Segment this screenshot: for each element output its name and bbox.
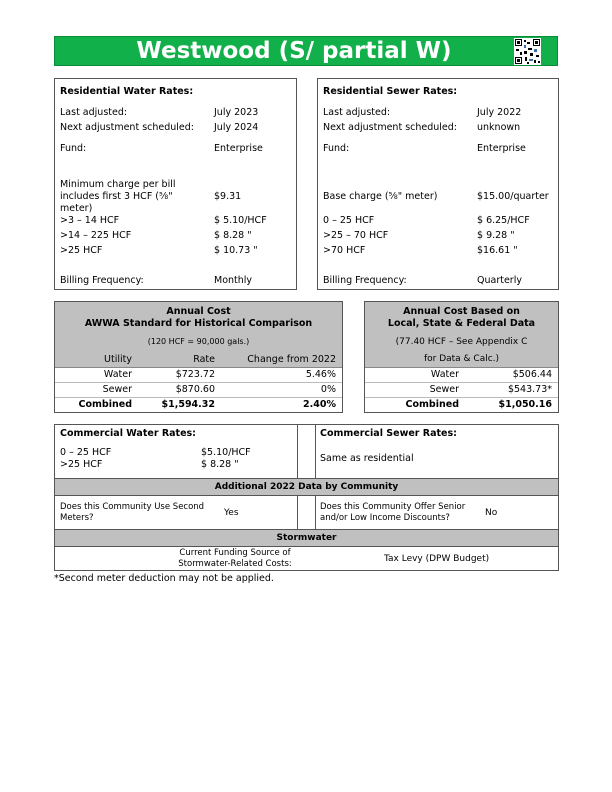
row-change: 0% [320, 384, 336, 395]
commercial-sewer-text: Same as residential [320, 453, 414, 464]
answer-value: Yes [224, 508, 239, 518]
row-utility: Water [103, 369, 132, 380]
row-rate: $506.44 [512, 369, 552, 380]
min-charge-value: $9.31 [214, 191, 242, 202]
footnote: *Second meter deduction may not be applied. [54, 573, 274, 584]
commercial-sewer-heading: Commercial Sewer Rates: [320, 428, 457, 439]
divider [315, 424, 316, 478]
answer-value: No [485, 508, 498, 518]
annual-local-title: Local, State & Federal Data [387, 318, 536, 329]
divider [297, 424, 298, 478]
tier-label: >3 – 14 HCF [60, 215, 120, 226]
next-adjustment-label: Next adjustment scheduled: [323, 122, 458, 133]
tier-label: >14 – 225 HCF [60, 230, 132, 241]
tier-label: >70 HCF [323, 245, 366, 256]
annual-local-title: Annual Cost Based on [403, 306, 520, 317]
question-label: Does this Community Use Second [60, 502, 205, 512]
divider [55, 367, 342, 368]
tier-value: $ 5.10/HCF [214, 215, 267, 226]
combined-rate: $1,594.32 [161, 399, 215, 410]
row-rate: $723.72 [175, 369, 215, 380]
residential-sewer-heading: Residential Sewer Rates: [323, 86, 458, 97]
tier-value: $ 8.28 " [214, 230, 252, 241]
tier-value: $ 6.25/HCF [477, 215, 530, 226]
row-utility: Sewer [429, 384, 459, 395]
question-label: Does this Community Offer Senior [320, 502, 466, 512]
last-adjusted-label: Last adjusted: [60, 107, 128, 118]
qr-code-icon [514, 38, 541, 65]
last-adjusted-value: July 2022 [477, 107, 522, 118]
divider [55, 397, 342, 398]
divider [365, 367, 558, 368]
divider [315, 495, 316, 529]
tier-value: $16.61 " [477, 245, 518, 256]
col-rate: Rate [193, 354, 215, 365]
fund-label: Fund: [323, 143, 350, 154]
row-utility: Sewer [102, 384, 132, 395]
tier-label: 0 – 25 HCF [323, 215, 375, 226]
tier-value: $ 10.73 " [214, 245, 258, 256]
tier-label: 0 – 25 HCF [60, 447, 112, 458]
base-charge-value: $15.00/quarter [477, 191, 549, 202]
combined-change: 2.40% [303, 399, 336, 410]
annual-local-subtitle: (77.40 HCF – See Appendix C [395, 337, 528, 347]
tier-value: $5.10/HCF [201, 447, 251, 458]
annual-cost-subtitle: (120 HCF = 90,000 gals.) [147, 337, 250, 346]
billing-frequency-value: Quarterly [477, 275, 522, 286]
page-title: Westwood (S/ partial W) [136, 38, 452, 64]
billing-frequency-label: Billing Frequency: [323, 275, 407, 286]
last-adjusted-value: July 2023 [214, 107, 259, 118]
tier-value: $ 8.28 " [201, 459, 239, 470]
next-adjustment-label: Next adjustment scheduled: [60, 122, 195, 133]
commercial-water-heading: Commercial Water Rates: [60, 428, 196, 439]
stormwater-value: Tax Levy (DPW Budget) [384, 554, 490, 564]
next-adjustment-value: July 2024 [214, 122, 259, 133]
question-label: Meters? [60, 513, 94, 523]
min-charge-label: meter) [60, 203, 93, 214]
row-change: 5.46% [305, 369, 336, 380]
last-adjusted-label: Last adjusted: [323, 107, 391, 118]
min-charge-label: includes first 3 HCF (⅝" [60, 191, 173, 202]
fund-label: Fund: [60, 143, 87, 154]
divider [297, 495, 298, 529]
base-charge-label: Base charge (⅝" meter) [323, 191, 438, 202]
divider [365, 397, 558, 398]
row-utility: Water [430, 369, 459, 380]
stormwater-label: Stormwater-Related Costs: [178, 559, 292, 569]
stormwater-heading: Stormwater [276, 533, 337, 543]
billing-frequency-label: Billing Frequency: [60, 275, 144, 286]
annual-cost-title: AWWA Standard for Historical Comparison [84, 318, 313, 329]
fund-value: Enterprise [477, 143, 526, 154]
min-charge-label: Minimum charge per bill [60, 179, 176, 190]
divider [365, 382, 558, 383]
tier-label: >25 HCF [60, 245, 103, 256]
billing-frequency-value: Monthly [214, 275, 253, 286]
additional-data-heading: Additional 2022 Data by Community [214, 482, 399, 492]
row-rate: $870.60 [175, 384, 215, 395]
annual-local-subtitle: for Data & Calc.) [423, 354, 500, 364]
col-change: Change from 2022 [247, 354, 336, 365]
divider [55, 382, 342, 383]
next-adjustment-value: unknown [477, 122, 521, 133]
row-rate: $543.73* [507, 384, 552, 395]
stormwater-label: Current Funding Source of [179, 548, 291, 558]
combined-rate: $1,050.16 [498, 399, 552, 410]
combined-label: Combined [405, 399, 459, 410]
fund-value: Enterprise [214, 143, 263, 154]
tier-label: >25 HCF [60, 459, 103, 470]
combined-label: Combined [78, 399, 132, 410]
tier-label: >25 – 70 HCF [323, 230, 389, 241]
tier-value: $ 9.28 " [477, 230, 515, 241]
residential-water-heading: Residential Water Rates: [60, 86, 194, 97]
annual-cost-title: Annual Cost [166, 306, 231, 317]
question-label: and/or Low Income Discounts? [320, 513, 450, 523]
col-utility: Utility [104, 354, 132, 365]
